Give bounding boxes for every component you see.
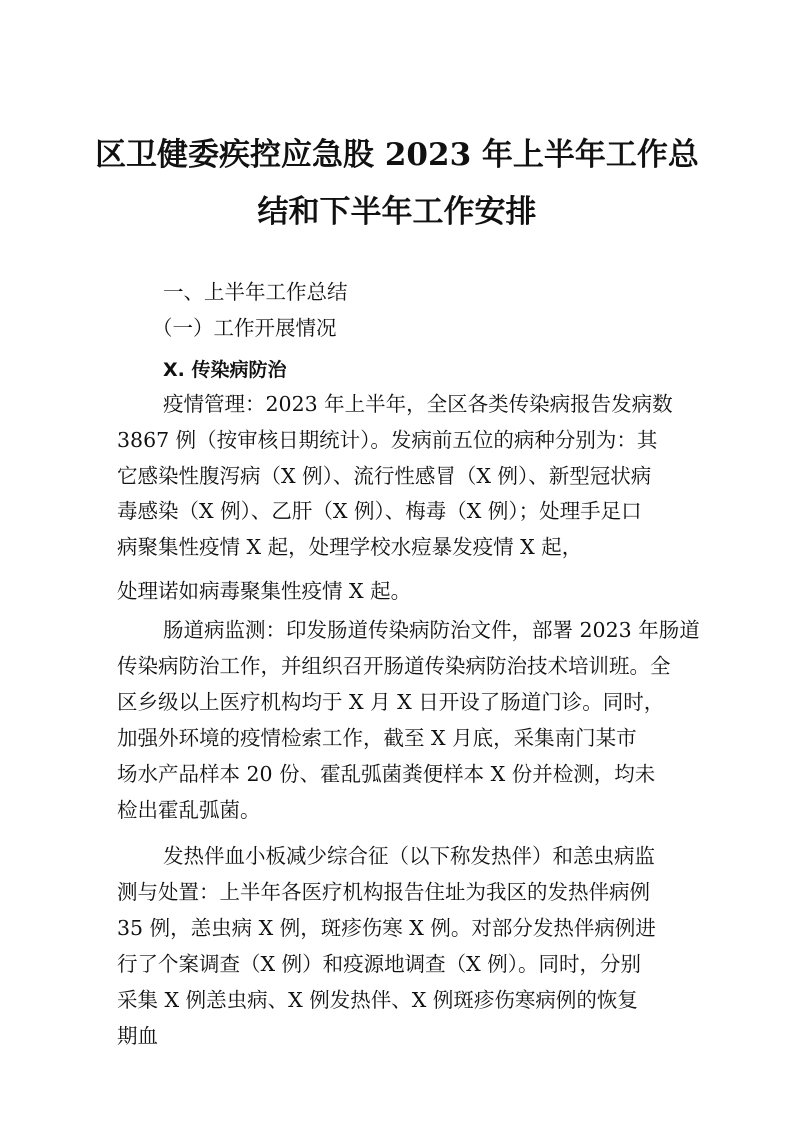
subsection-heading: （一）工作开展情况 [152,316,337,340]
paragraph-line: 毒感染（X 例）、乙肝（X 例）、梅毒（X 例）；处理手足口 [117,499,642,523]
paragraph-line: 病聚集性疫情 X 起，处理学校水痘暴发疫情 X 起， [117,535,583,559]
paragraph-line: 35 例，恙虫病 X 例，斑疹伤寒 X 例。对部分发热伴病例进 [117,916,656,940]
paragraph-line: 加强外环境的疫情检索工作，截至 X 月底，采集南门某市 [117,726,637,750]
paragraph-line: 传染病防治工作，并组织召开肠道传染病防治技术培训班。全 [117,654,671,678]
paragraph-line: 采集 X 例恙虫病、X 例发热伴、X 例斑疹伤寒病例的恢复 [117,988,638,1012]
paragraph-line: 处理诺如病毒聚集性疫情 X 起。 [117,579,412,603]
paragraph-line: 场水产品样本 20 份、霍乱弧菌粪便样本 X 份并检测，均未 [117,762,656,786]
document-title-line-1: 区卫健委疾控应急股 2023 年上半年工作总 [95,137,699,173]
document-title-line-2: 结和下半年工作安排 [257,194,537,230]
paragraph-line: 期血 [117,1024,158,1048]
paragraph-line: 它感染性腹泻病（X 例）、流行性感冒（X 例）、新型冠状病 [117,464,652,488]
paragraph-line: 发热伴血小板减少综合征（以下称发热伴）和恙虫病监 [163,844,655,868]
paragraph-line: 测与处置：上半年各医疗机构报告住址为我区的发热伴病例 [117,880,650,904]
paragraph-line: 肠道病监测：印发肠道传染病防治文件，部署 2023 年肠道 [163,618,700,642]
paragraph-line: 3867 例（按审核日期统计）。发病前五位的病种分别为：其 [117,428,658,452]
paragraph-line: 行了个案调查（X 例）和疫源地调查（X 例）。同时，分别 [117,952,641,976]
topic-heading: X. 传染病防治 [163,359,287,381]
section-heading: 一、上半年工作总结 [163,280,348,304]
paragraph-line: 区乡级以上医疗机构均于 X 月 X 日开设了肠道门诊。同时， [117,690,665,714]
paragraph-line: 检出霍乱弧菌。 [117,798,261,822]
paragraph-line: 疫情管理：2023 年上半年，全区各类传染病报告发病数 [163,392,673,416]
